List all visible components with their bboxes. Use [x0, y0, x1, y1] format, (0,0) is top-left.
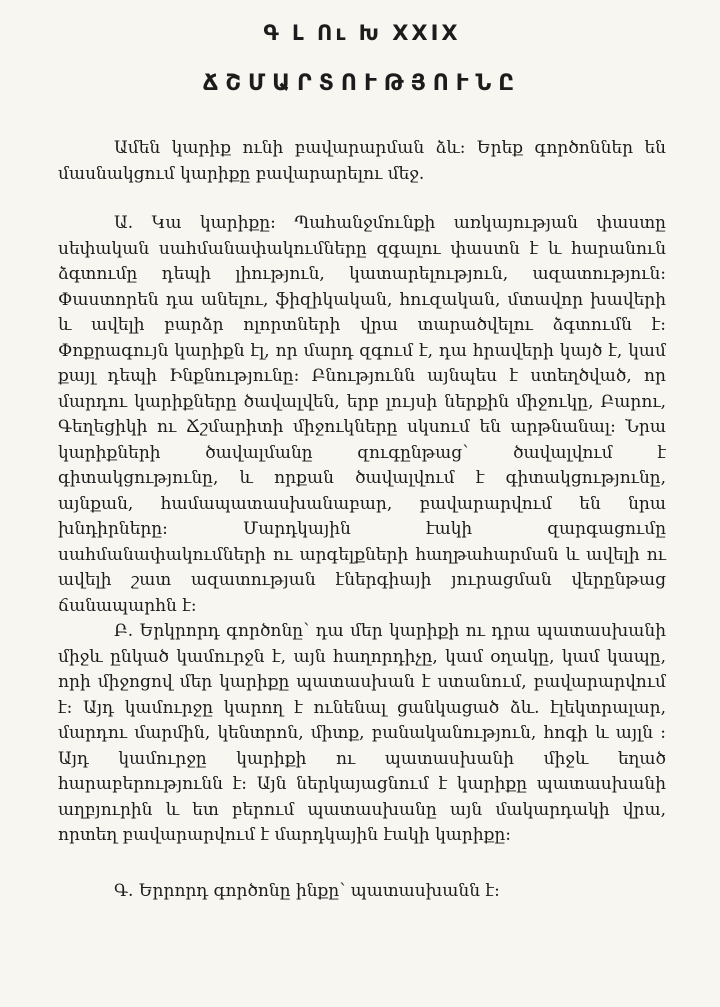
body-text [58, 136, 666, 904]
chapter-title: Գ Լ Ու Խ XXIX [263, 21, 461, 45]
paragraph-intro: Ամեն կարիք ունի բավարարման ձև: Երեք գործոններ են մասնակցում կարիքը բավարարելու մեջ. [58, 138, 666, 184]
paragraph-b: Բ. Երկրորդ գործոնը՝ դա մեր կարիքի ու դրա պատասխանի միջև ընկած կամուրջն է, այն հաղորդիչը, կամ օղակը, կամ կապը, որի միջոցով մեր կարիքը պատասխան է ստանում, բավարարվում է: Այդ կամուրջը կարող է ունենալ ցանկացած ձև. էլեկտրալար, մարդու մարմին, կենտրոն, միտք, բանականություն, հոգի և այլն : Այդ կամուրջը կարիքի ու պատասխանի միջև եղած հարաբերությունն է: Այն ներկայացնում է կարիքը պատասխանի աղբյուրին և ետ բերում պատասխանը այն մակարդակի վրա, որտեղ բավարարվում է մարդկային էակի կարիքը: [58, 621, 666, 845]
section-title: ՃՇՄԱՐՏՈՒԹՅՈՒՆԸ [202, 71, 522, 96]
paragraph-a: Ա. Կա կարիքը: Պահանջմունքի առկայության փաստը սեփական սահմանափակումները զգալու փաստն է և հարանուն ձգտումը դեպի լիություն, կատարելություն, ազատություն: Փաստորեն դա անելու, ֆիզիկական, հուզական, մտավոր խավերի և ավելի բարձր ոլորտների վրա տարածվելու ձգտումն է: Փոքրագույն կարիքն էլ, որ մարդ զգում է, դա հրավերի կայծ է, կամ քայլ դեպի Ինքնությունը: Բնությունն այնպես է ստեղծված, որ մարդու կարիքները ծավալվեն, երբ լույսի ներքին միջուկը, Բարու, Գեղեցիկի ու Ճշմարիտի միջուկները սկսում են արթնանալ: Նրա կարիքների ծավալմանը զուգընթաց՝ ծավալվում է գիտակցությունը, և որքան ծավալվում է գիտակցությունը, այնքան, համապատասխանաբար, բավարարվում են նրա խնդիրները: Մարդկային էակի զարգացումը սահմանափակումների ու արգելքների հաղթահարման և ավելի ու ավելի շատ ազատության էներգիայի յուրացման վերընթաց ճանապարհն է: [58, 213, 666, 616]
paragraph-c: Գ. Երրորդ գործոնը ինքը՝ պատասխանն է: [114, 880, 500, 901]
